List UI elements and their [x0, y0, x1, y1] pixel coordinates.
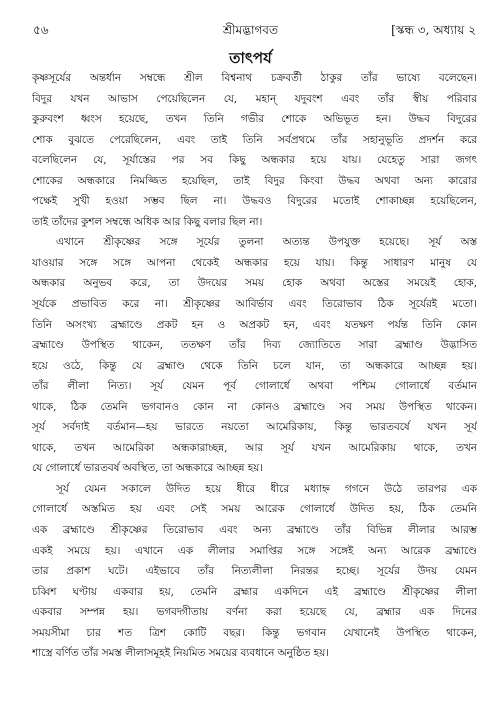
text-line: এক ব্রহ্মাণ্ডে শ্রীকৃষ্ণের তিরোভাব এবং অন্য ব্রহ্মাণ্ডে তাঁর বিভিন্ন লীলার আরম্ভ	[32, 524, 477, 537]
text-line: চব্বিশ ঘণ্টায় একবার হয়, তেমনি ব্রহ্মার একদিনে এই ব্রহ্মাণ্ডে শ্রীকৃষ্ণের লীলা	[32, 585, 477, 598]
text-line: থাকে, ঠিক তেমনি ভগবানও কোন না কোনও ব্রহ্মাণ্ডে সব সময় উপস্থিত থাকেন।	[32, 400, 477, 413]
text-line: কৃষ্ণসূর্যের অন্তর্ধান সম্বন্ধে শ্রীল বিশ্বনাথ চক্রবর্তী ঠাকুর তাঁর ভাষ্যে বলেছেন।	[32, 72, 477, 84]
text-line: তার প্রকাশ ঘটে। এইভাবে তাঁর নিত্যলীলা নিরন্তর হচ্ছে। সূর্যের উদয় যেমন	[32, 565, 477, 578]
page-number: ৫৬	[33, 23, 49, 37]
text-line: থাকে, তখন আমেরিকা অন্ধকারাচ্ছন্ন, আর সূর্য যখন আমেরিকায় থাকে, তখন	[32, 441, 477, 454]
text-line: তিনি অসংখ্য ব্রহ্মাণ্ডে প্রকট হন ও অপ্রকট হন, এবং যতক্ষণ পর্যন্ত তিনি কোন	[32, 318, 477, 331]
section-heading: তাৎপর্য	[229, 49, 272, 67]
text-line: শোকের অন্ধকারে নিমজ্জিত হয়েছিল, তাই বিদুর কিংবা উদ্ধব অথবা অন্য কারোর	[32, 174, 477, 187]
text-line: পক্ষেই সুখী হওয়া সম্ভব ছিল না। উদ্ধবও বিদুরের মতোই শোকাচ্ছন্ন হয়েছিলেন,	[32, 195, 477, 208]
text-line: হয়ে ওঠে, কিন্তু যে ব্রহ্মাণ্ড থেকে তিনি চলে যান, তা অন্ধকারে আচ্ছন্ন হয়।	[32, 359, 477, 372]
text-line: কুরুবংশ ধ্বংস হয়েছে, তখন তিনি গভীর শোকে অভিভূত হন। উদ্ধব বিদুরের	[32, 113, 477, 126]
text-line: যে গোলার্ধে ভারতবর্ষ অবস্থিত, তা অন্ধকারে আচ্ছন্ন হয়।	[32, 462, 264, 475]
text-line: সূর্য যেমন সকালে উদিত হয়ে ধীরে ধীরে মধ্যাহ্ন গগনে উঠে তারপর এক	[56, 482, 477, 495]
text-line: একই সময়ে হয়। এখানে এক লীলার সমাপ্তির সঙ্গে সঙ্গেই অন্য আরেক ব্রহ্মাণ্ডে	[32, 544, 477, 557]
text-line: সূর্যকে প্রভাবিত করে না। শ্রীকৃষ্ণের আবির্ভাব এবং তিরোভাব ঠিক সূর্যেরই মতো।	[32, 298, 477, 311]
text-line: বলেছিলেন যে, সূর্যাস্তের পর সব কিছু অন্ধকার হয়ে যায়। যেহেতু সারা জগৎ	[32, 154, 477, 167]
text-line: শাস্ত্রে বর্ণিত তাঁর সমস্ত লীলাসমূহই নিয়মিত সময়ের ব্যবধানে অনুষ্ঠিত হয়।	[32, 647, 329, 660]
text-line: যাওয়ার সঙ্গে সঙ্গে আপনা থেকেই অন্ধকার হয়ে যায়। কিন্তু সাধারণ মানুষ যে	[32, 256, 477, 269]
book-title: শ্রীমদ্ভাগবত	[222, 23, 278, 37]
text-line: তাই তাঁদের কুশল সম্বন্ধে অধিক আর কিছু বলার ছিল না।	[32, 215, 263, 228]
text-line: একবার সম্পন্ন হয়। ভগবদ্গীতায় বর্ণনা করা হয়েছে যে, ব্রহ্মার এক দিনের	[32, 606, 477, 619]
text-line: সূর্য সর্বদাই বর্তমান—হয় ভারতে নয়তো আমেরিকায়, কিন্তু ভারতবর্ষে যখন সূর্য	[32, 421, 477, 434]
text-line: তাঁর লীলা নিত্য। সূর্য যেমন পূর্ব গোলার্ধে অথবা পশ্চিম গোলার্ধে বর্তমান	[32, 380, 477, 393]
text-line: ব্রহ্মাণ্ডে উপস্থিত থাকেন, ততক্ষণ তাঁর দিব্য জ্যোতিতে সারা ব্রহ্মাণ্ড উদ্ভাসিত	[32, 339, 477, 352]
page-header	[0, 0, 501, 46]
text-line: এখানে শ্রীকৃষ্ণের সঙ্গে সূর্যের তুলনা অত্যন্ত উপযুক্ত হয়েছে। সূর্য অস্ত	[56, 236, 477, 249]
text-line: শোক বুঝতে পেরেছিলেন, এবং তাই তিনি সর্বপ্রথমে তাঁর সহানুভূতি প্রদর্শন করে	[32, 133, 477, 146]
purport-text	[32, 68, 477, 664]
text-line: গোলার্ধে অস্তমিত হয় এবং সেই সময় আরেক গোলার্ধে উদিত হয়, ঠিক তেমনি	[32, 503, 477, 516]
text-line: সময়সীমা চার শত ত্রিশ কোটি বছর। কিন্তু ভগবান যেখানেই উপস্থিত থাকেন,	[32, 626, 477, 639]
text-line: অন্ধকার অনুভব করে, তা উদয়ের সময় হোক অথবা অস্তের সময়েই হোক,	[32, 277, 477, 290]
chapter-reference: [স্কন্ধ ৩, অধ্যায় ২	[391, 23, 476, 37]
text-line: বিদুর যখন আভাস পেয়েছিলেন যে, মহান্‌ যদুবংশ এবং তাঁর স্বীয় পরিবার	[32, 92, 477, 105]
